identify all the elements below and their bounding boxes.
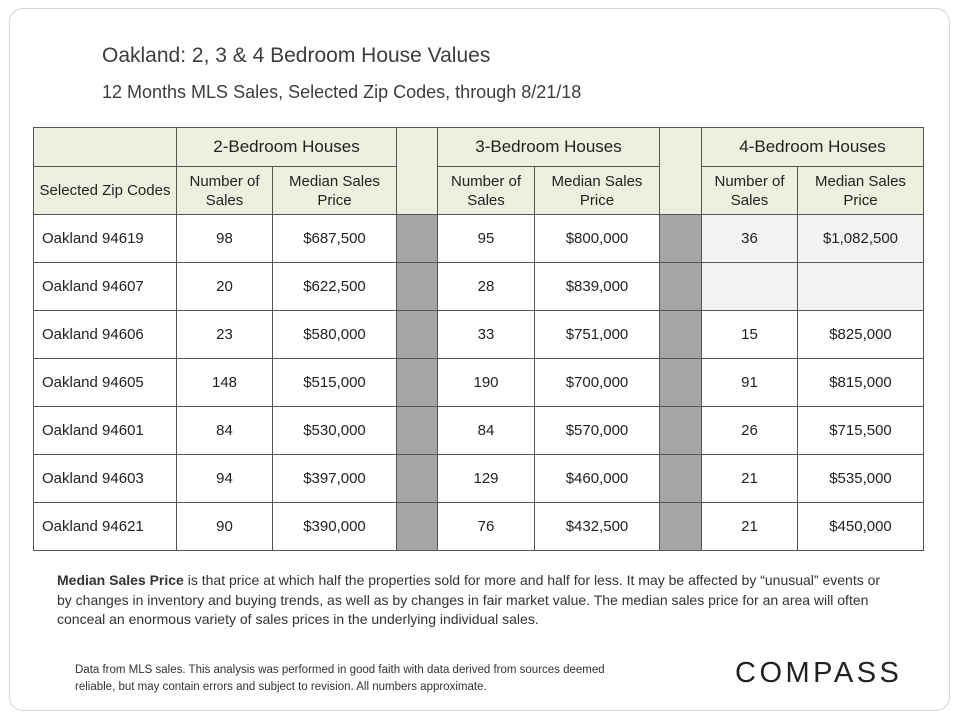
column-header-row [34,167,924,215]
sales-count-3br: 28 [438,263,535,311]
median-price-4br: $815,000 [798,359,924,407]
table-row [34,359,924,407]
gap-column [660,359,702,407]
disclaimer-footer: Data from MLS sales. This analysis was performed in good faith with data derived from sources deemed reliable, but may contain errors and subject to revision. All numbers approximate. [75,664,605,693]
sales-count-4br [702,263,798,311]
note-text: is that price at which half the properties sold for more and half for less. It may be affected by “unusual” events or by changes in inventory and buying trends, as well as by changes in fair market value. The median sales price for an area will often conceal an enormous variety of sales prices in the underlying individual sales. [57,572,881,627]
zip-cell: Oakland 94619 [34,215,177,263]
median-price-4br: $535,000 [798,455,924,503]
note-term: Median Sales Price [57,572,184,588]
col-header-price: Median Sales Price [535,167,660,215]
sales-count-2br: 23 [177,311,273,359]
median-price-2br: $622,500 [273,263,397,311]
median-price-2br: $515,000 [273,359,397,407]
group-header-3br: 3-Bedroom Houses [438,128,660,167]
sales-count-3br: 129 [438,455,535,503]
gap-column [397,311,438,359]
sales-count-3br: 33 [438,311,535,359]
col-header-count: Number of Sales [702,167,798,215]
header-blank-cell [34,128,177,167]
table-row [34,263,924,311]
gap-column [397,407,438,455]
gap-column [397,128,438,215]
zip-cell: Oakland 94605 [34,359,177,407]
sales-count-4br: 36 [702,215,798,263]
table-row [34,311,924,359]
sales-count-3br: 95 [438,215,535,263]
table-row [34,503,924,551]
sales-count-4br: 26 [702,407,798,455]
median-price-4br: $825,000 [798,311,924,359]
group-header-2br: 2-Bedroom Houses [177,128,397,167]
median-price-2br: $580,000 [273,311,397,359]
group-header-4br: 4-Bedroom Houses [702,128,924,167]
page-title: Oakland: 2, 3 & 4 Bedroom House Values [102,44,491,67]
sales-count-2br: 98 [177,215,273,263]
compass-logo: COMPASS [735,657,903,689]
zip-cell: Oakland 94601 [34,407,177,455]
sales-count-2br: 94 [177,455,273,503]
gap-column [397,503,438,551]
gap-column [660,455,702,503]
table-row [34,455,924,503]
gap-column [660,503,702,551]
gap-column [660,263,702,311]
median-price-3br: $460,000 [535,455,660,503]
gap-column [397,359,438,407]
col-header-price: Median Sales Price [798,167,924,215]
gap-column [397,263,438,311]
median-price-3br: $570,000 [535,407,660,455]
median-price-4br: $1,082,500 [798,215,924,263]
sales-count-2br: 84 [177,407,273,455]
sales-count-2br: 148 [177,359,273,407]
sales-count-4br: 91 [702,359,798,407]
sales-count-2br: 20 [177,263,273,311]
gap-column [660,128,702,215]
gap-column [660,311,702,359]
col-header-price: Median Sales Price [273,167,397,215]
median-price-4br [798,263,924,311]
gap-column [397,455,438,503]
sales-count-3br: 76 [438,503,535,551]
group-header-row [34,128,924,167]
table-row [34,407,924,455]
table-body [34,215,924,551]
sales-count-4br: 21 [702,455,798,503]
table-row [34,215,924,263]
zip-cell: Oakland 94606 [34,311,177,359]
sales-count-2br: 90 [177,503,273,551]
zip-cell: Oakland 94621 [34,503,177,551]
gap-column [660,215,702,263]
gap-column [660,407,702,455]
median-price-2br: $530,000 [273,407,397,455]
sales-count-3br: 84 [438,407,535,455]
median-price-3br: $839,000 [535,263,660,311]
median-price-3br: $432,500 [535,503,660,551]
house-values-table [33,127,924,551]
median-price-2br: $687,500 [273,215,397,263]
zip-cell: Oakland 94607 [34,263,177,311]
zip-cell: Oakland 94603 [34,455,177,503]
col-header-zip: Selected Zip Codes [34,167,177,215]
sales-count-4br: 15 [702,311,798,359]
median-price-2br: $390,000 [273,503,397,551]
median-price-3br: $751,000 [535,311,660,359]
page-subtitle: 12 Months MLS Sales, Selected Zip Codes, through 8/21/18 [102,82,582,102]
sales-count-3br: 190 [438,359,535,407]
median-price-3br: $700,000 [535,359,660,407]
col-header-count: Number of Sales [177,167,273,215]
gap-column [397,215,438,263]
col-header-count: Number of Sales [438,167,535,215]
median-price-4br: $450,000 [798,503,924,551]
sales-count-4br: 21 [702,503,798,551]
median-price-4br: $715,500 [798,407,924,455]
median-price-3br: $800,000 [535,215,660,263]
median-price-note [57,571,897,630]
median-price-2br: $397,000 [273,455,397,503]
